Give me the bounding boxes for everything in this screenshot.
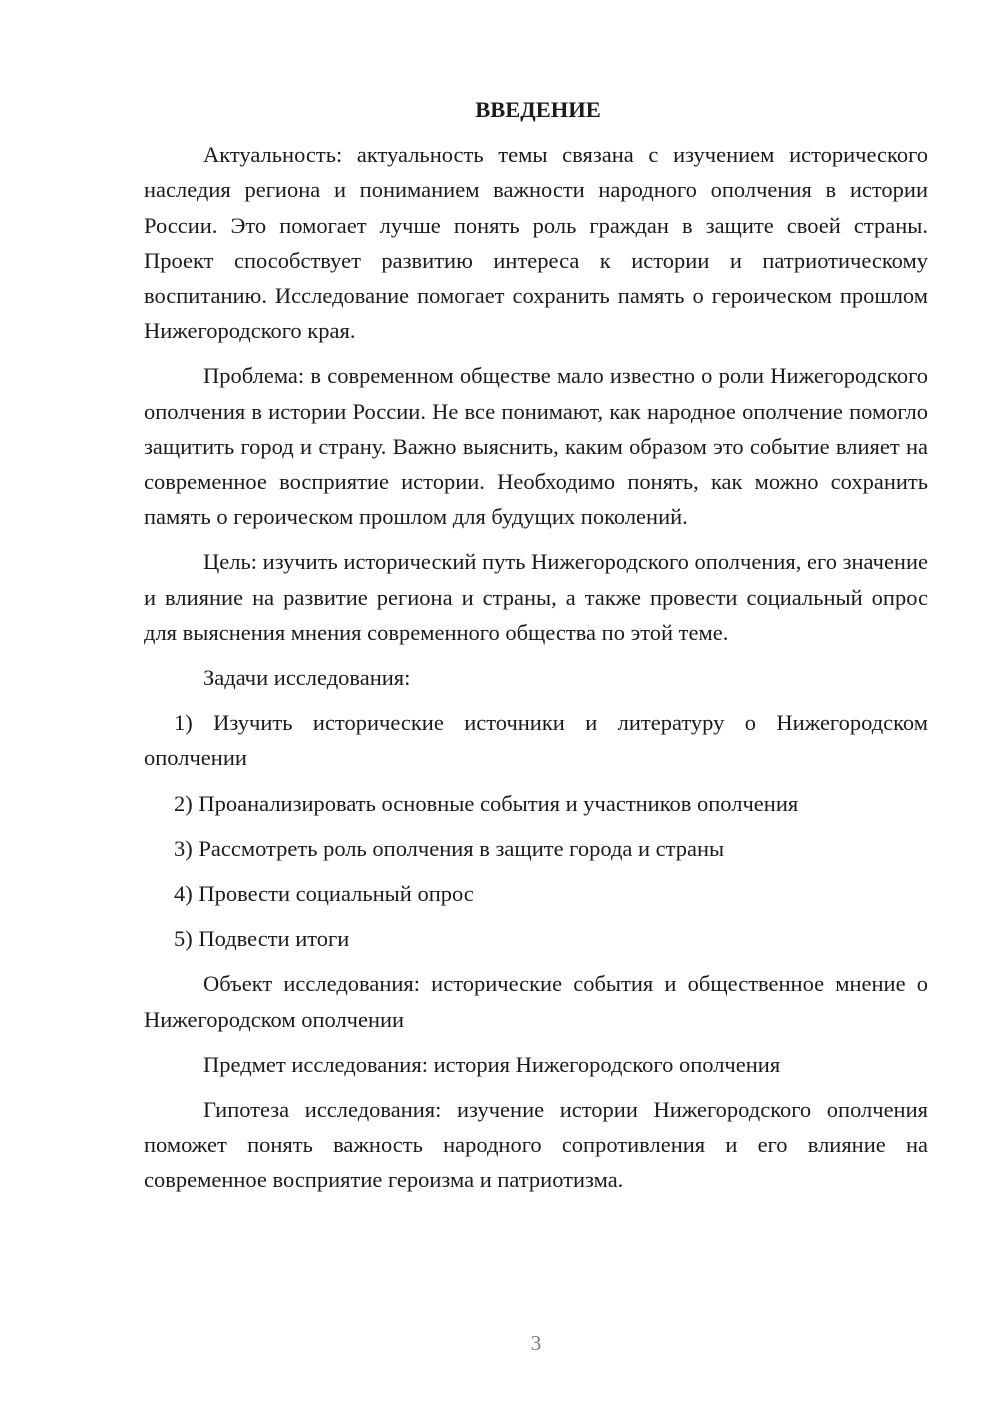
goal-paragraph: Цель: изучить исторический путь Нижегородского ополчения, его значение и влияние на развитие региона и страны, а также провести социальный опрос для выяснения мнения современного общества по этой теме. <box>144 549 928 645</box>
task-item: 4) Провести социальный опрос <box>174 881 474 907</box>
tasks-list <box>144 705 928 956</box>
section-heading: ВВЕДЕНИЕ <box>475 97 601 122</box>
page-content <box>144 92 928 1208</box>
page-number: 3 <box>530 1331 542 1355</box>
relevance-paragraph: Актуальность: актуальность темы связана с изучением исторического наследия региона и пониманием важности народного ополчения в истории России. Это помогает лучше понять роль граждан в защите своей страны. Проект способствует развитию интереса к истории и патриотическому воспитанию. Исследование помогает сохранить память о героическом прошлом Нижегородского края. <box>144 142 928 344</box>
problem-paragraph: Проблема: в современном обществе мало известно о роли Нижегородского ополчения в истории России. Не все понимают, как народное ополчение помогло защитить город и страну. Важно выяснить, каким образом это событие влияет на современное восприятие истории. Необходимо понять, как можно сохранить память о героическом прошлом для будущих поколений. <box>144 363 928 530</box>
tasks-title: Задачи исследования: <box>203 665 411 691</box>
task-item: 1) Изучить исторические источники и литературу о Нижегородском ополчении <box>144 710 928 771</box>
hypothesis-paragraph: Гипотеза исследования: изучение истории Нижегородского ополчения поможет понять важность народного сопротивления и его влияние на современное восприятие героизма и патриотизма. <box>144 1097 928 1193</box>
object-paragraph: Объект исследования: исторические события и общественное мнение о Нижегородском ополчении <box>144 971 928 1032</box>
task-item: 3) Рассмотреть роль ополчения в защите города и страны <box>174 835 725 861</box>
subject-paragraph: Предмет исследования: история Нижегородского ополчения <box>203 1051 781 1077</box>
task-item: 5) Подвести итоги <box>174 926 350 952</box>
task-item: 2) Проанализировать основные события и участников ополчения <box>174 790 799 816</box>
